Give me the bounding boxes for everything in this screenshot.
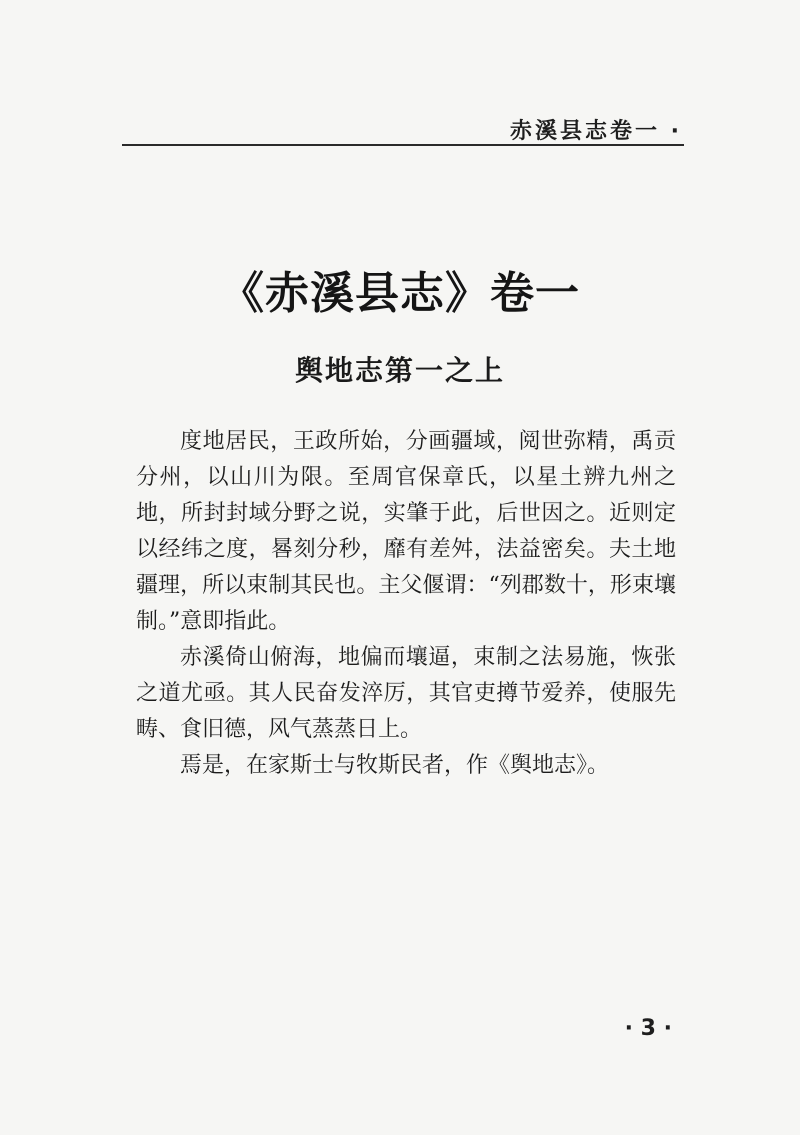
paragraph: 焉是，在家斯士与牧斯民者，作《舆地志》。 bbox=[180, 753, 610, 778]
chapter-title: 《赤溪县志》卷一 bbox=[220, 268, 580, 320]
body-text bbox=[136, 424, 676, 784]
paragraph: 赤溪倚山俯海，地偏而壤逼，束制之法易施，恢张之道尤亟。其人民奋发淬厉，其官吏撙节爱养，使服先畴、食旧德，风气蒸蒸日上。 bbox=[136, 645, 676, 742]
paragraph: 度地居民，王政所始，分画疆域，阅世弥精，禹贡分州，以山川为限。至周官保章氏，以星土辨九州之地，所封封域分野之说，实肇于此，后世因之。近则定以经纬之度，晷刻分秒，靡有差舛，法益密矣。夫土地疆理，所以束制其民也。主父偃谓：“列郡数十，形束壤制。”意即指此。 bbox=[136, 429, 676, 634]
running-head: 赤溪县志卷一 · bbox=[509, 119, 682, 144]
header-rule bbox=[122, 144, 684, 146]
section-title: 舆地志第一之上 bbox=[294, 354, 505, 388]
page-number: · 3 · bbox=[624, 1016, 672, 1041]
